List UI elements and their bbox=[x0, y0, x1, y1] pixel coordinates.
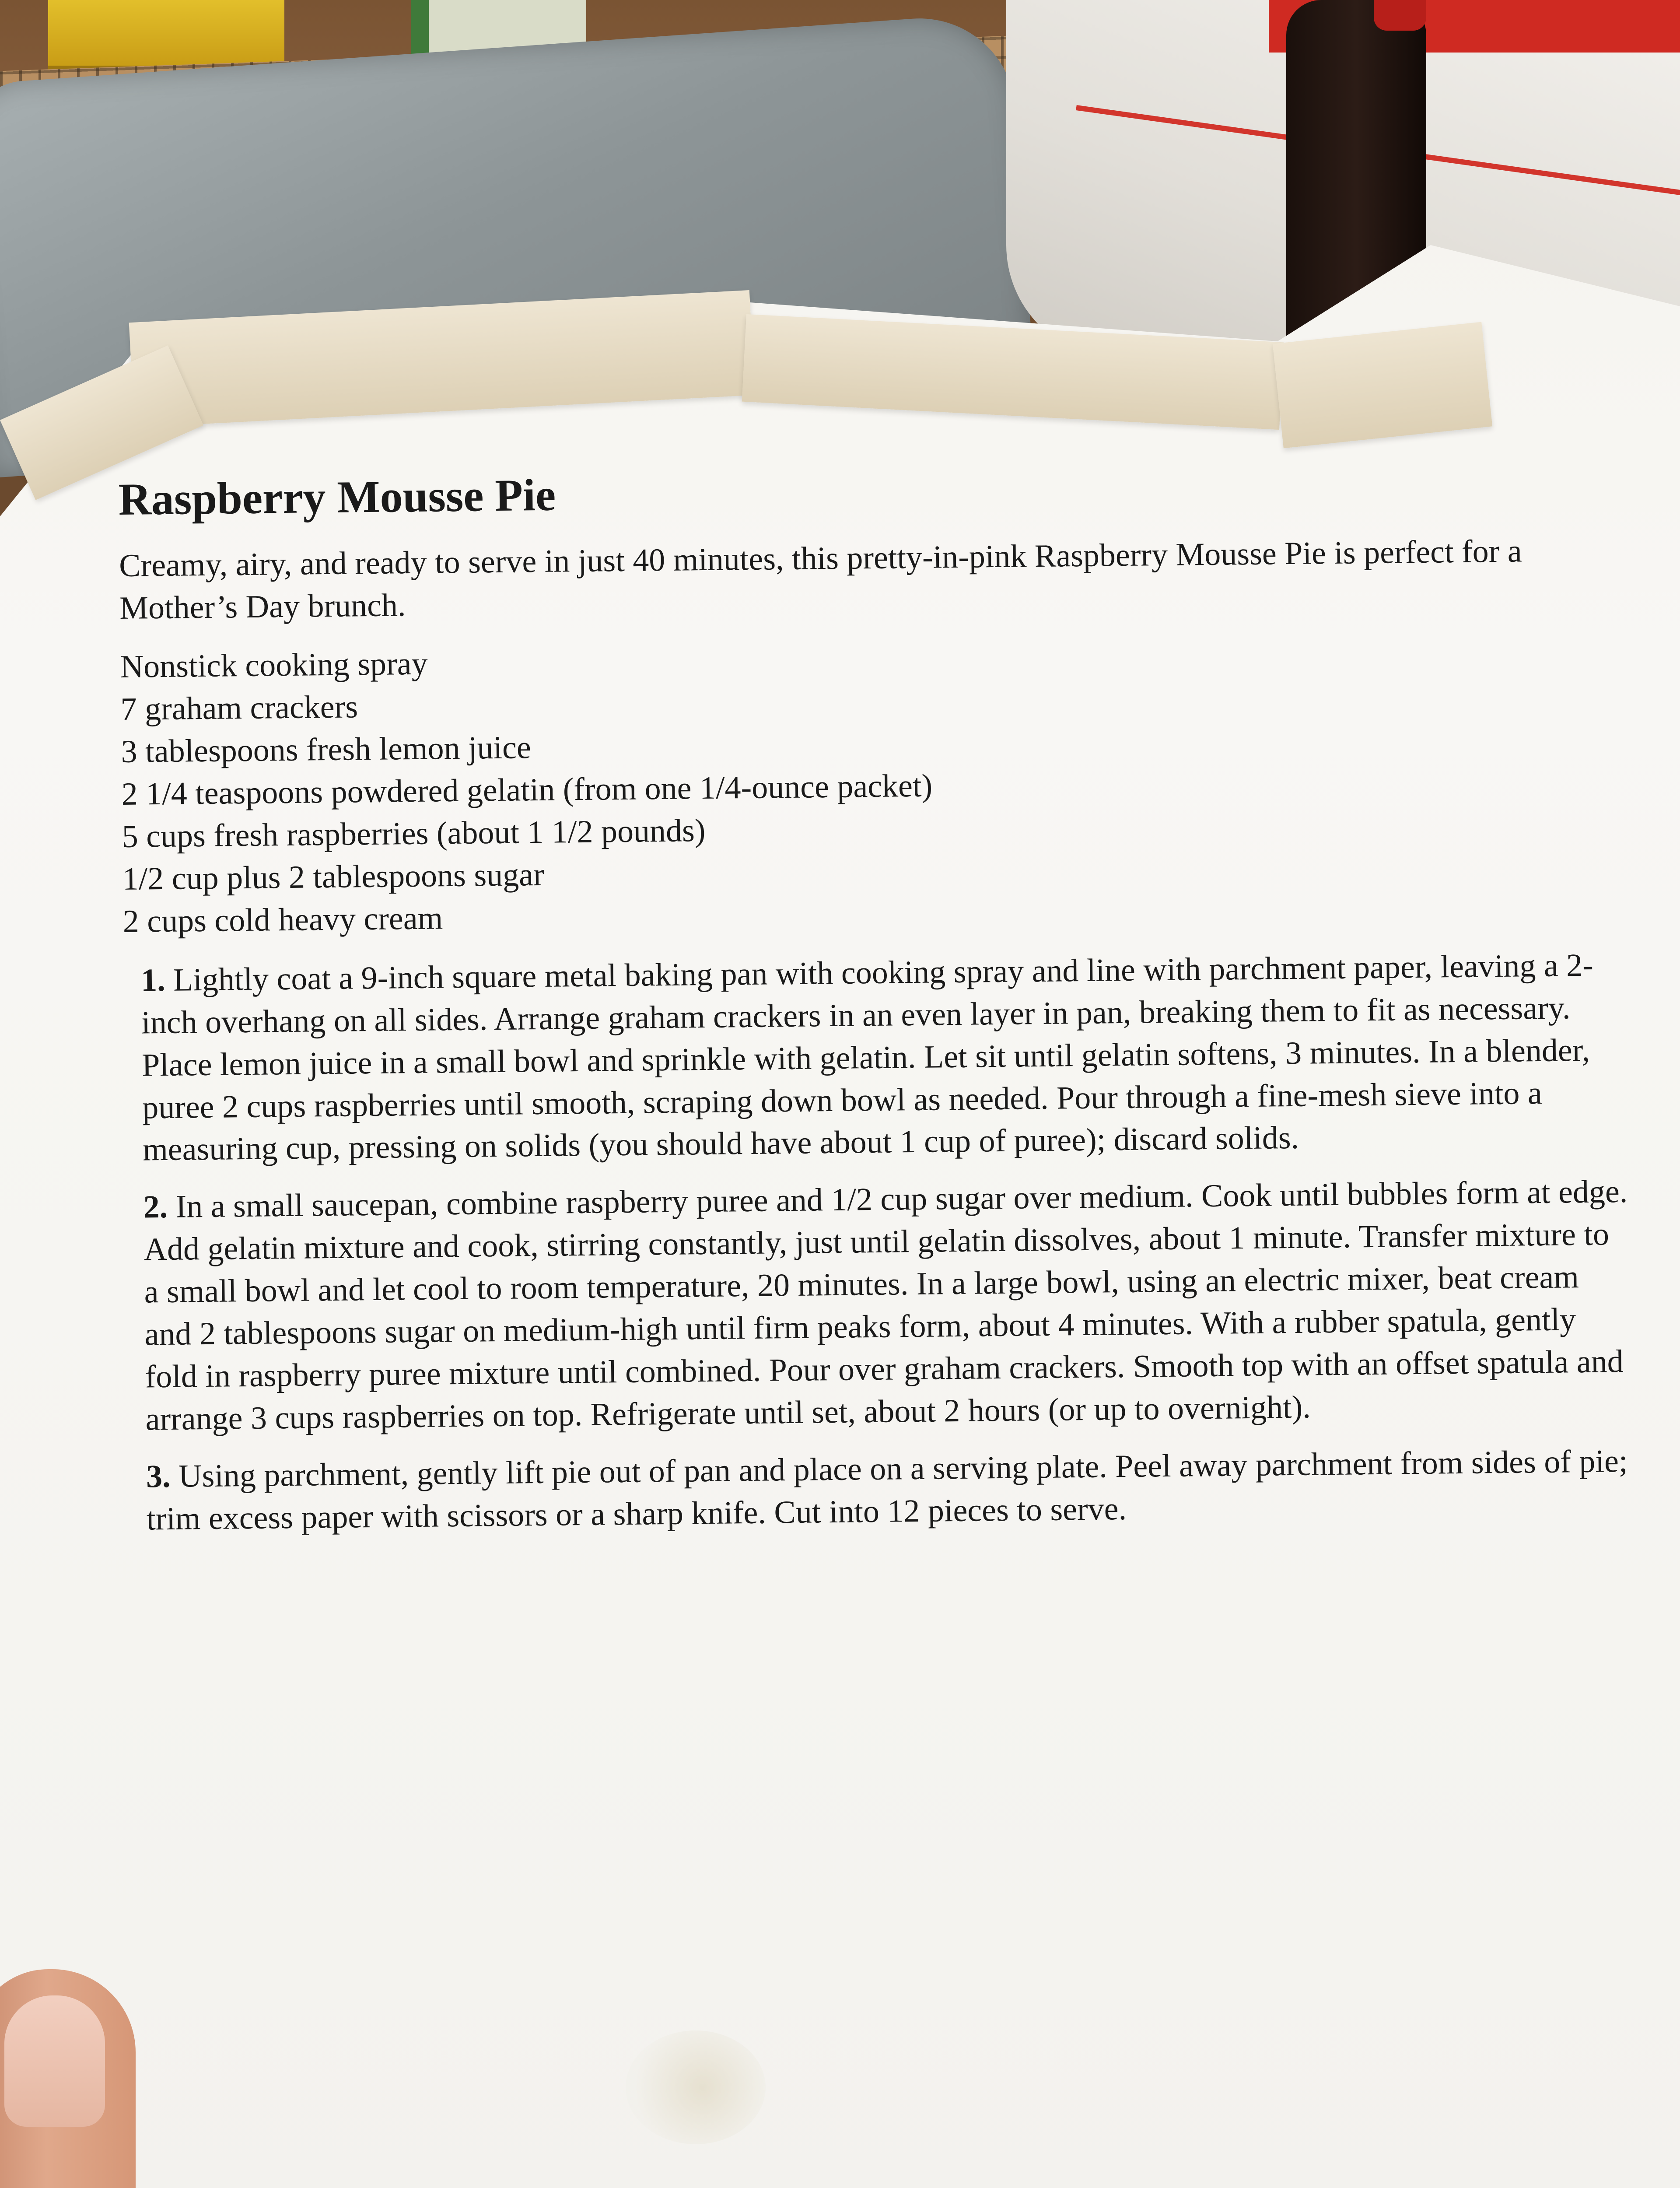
recipe-step bbox=[129, 1440, 1634, 1541]
paper-stain bbox=[626, 2030, 766, 2144]
step-number: 3. bbox=[146, 1458, 171, 1495]
bottle-cap bbox=[1374, 0, 1426, 31]
step-text: Lightly coat a 9-inch square metal baking pan with cooking spray and line with parchment paper, leaving a 2-inch overhang on all sides. Arrange graham crackers in an even layer in pan, breaking them to fit as necessary. Place lemon juice in a small bowl and sprinkle with gelatin. Let sit until gelatin softens, 3 minutes. In a blender, puree 2 cups raspberries until smooth, scraping down bowl as needed. Pour through a fine-mesh sieve into a measuring cup, pressing on solids (you should have about 1 cup of puree); discard solids. bbox=[141, 947, 1594, 1168]
ingredient-item: 2 1/4 teaspoons powdered gelatin (from one 1/4-ounce packet) bbox=[121, 768, 933, 812]
recipe-step bbox=[123, 944, 1631, 1172]
ingredient-item: 2 cups cold heavy cream bbox=[122, 900, 443, 940]
recipe-intro: Creamy, airy, and ready to serve in just 40 minutes, this pretty-in-pink Raspberry Mousse Pie is perfect for a Mother’s Day brunch. bbox=[119, 533, 1522, 627]
ingredient-item: Nonstick cooking spray bbox=[120, 645, 428, 685]
recipe-step bbox=[126, 1171, 1633, 1441]
ingredient-item: 7 graham crackers bbox=[120, 689, 358, 728]
recipe-title: Raspberry Mousse Pie bbox=[118, 470, 556, 525]
ingredient-item: 1/2 cup plus 2 tablespoons sugar bbox=[122, 856, 545, 897]
step-number: 2. bbox=[143, 1189, 168, 1225]
recipe-text bbox=[118, 457, 1634, 1556]
ingredient-list bbox=[120, 630, 1628, 943]
step-text: Using parchment, gently lift pie out of pan and place on a serving plate. Peel away parchment from sides of pie; trim excess paper with scissors or a sharp knife. Cut into 12 pieces to serve. bbox=[146, 1443, 1628, 1537]
step-text: In a small saucepan, combine raspberry puree and 1/2 cup sugar over medium. Cook until bubbles form at edge. Add gelatin mixture and cook, stirring constantly, just until gelatin dissolves, about 1 minute. Transfer mixture to a small bowl and let cool to room temperature, 20 minutes. In a large bowl, using an electric mixer, beat cream and 2 tablespoons sugar on medium-high until firm peaks form, about 4 minutes. With a rubber spatula, gently fold in raspberry puree mixture until combined. Pour over graham crackers. Smooth top with an offset spatula and arrange 3 cups raspberries on top. Refrigerate until set, about 2 hours (or up to overnight). bbox=[144, 1174, 1628, 1438]
ingredient-item: 3 tablespoons fresh lemon juice bbox=[121, 729, 532, 770]
yellow-box bbox=[48, 0, 284, 70]
thumbnail-nail bbox=[4, 1995, 105, 2127]
ingredient-item: 5 cups fresh raspberries (about 1 1/2 pounds) bbox=[122, 812, 706, 855]
tape-strip bbox=[1273, 322, 1492, 449]
step-number: 1. bbox=[140, 962, 166, 999]
